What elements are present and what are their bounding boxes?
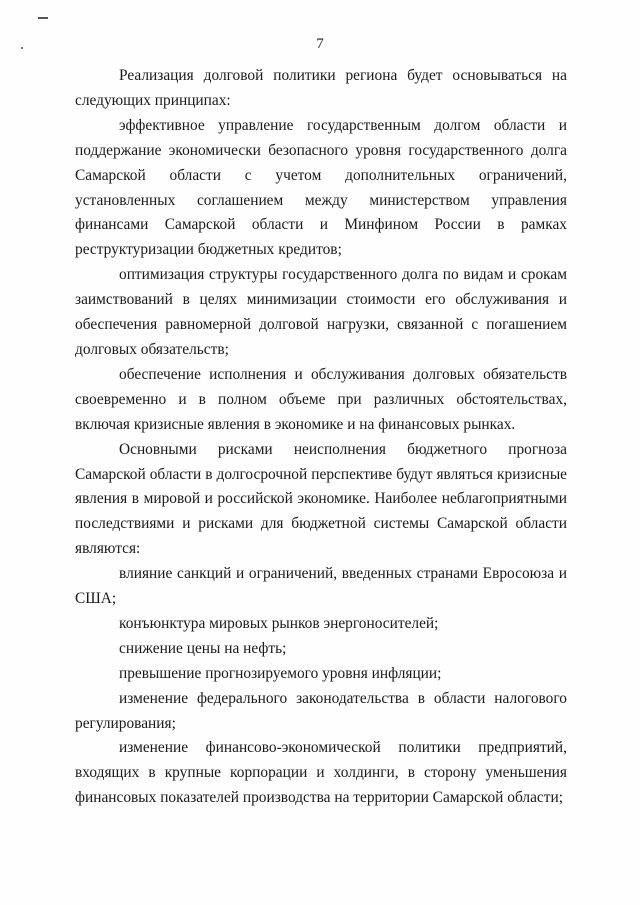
paragraph-risk-oil-price: снижение цены на нефть; xyxy=(119,639,287,657)
paragraph-debt-management: эффективное управление государственным долгом области и поддержание экономически безопасного уровня государственного долга Самарской области с учетом дополнительных ограничений, установленных соглашением между министерством управления финансами Самарской области и Минфином России в рамках реструктуризации бюджетных кредитов; xyxy=(75,116,567,259)
scan-mark-dash xyxy=(38,17,48,19)
paragraph-debt-policy-intro: Реализация долговой политики региона будет основываться на следующих принципах: xyxy=(75,67,567,109)
paragraph-risk-inflation: превышение прогнозируемого уровня инфляции; xyxy=(119,664,442,682)
paragraph-risk-energy-markets: конъюнктура мировых рынков энергоносителей; xyxy=(119,614,439,632)
paragraph-risk-corporate-policy: изменение финансово-экономической политики предприятий, входящих в крупные корпорации и холдинги, в сторону уменьшения финансовых показателей производства на территории Самарской области; xyxy=(75,739,567,807)
document-body xyxy=(75,64,567,811)
paragraph-risk-tax-legislation: изменение федерального законодательства в области налогового регулирования; xyxy=(75,689,567,732)
page-number: 7 xyxy=(316,36,324,52)
paragraph-risk-sanctions: влияние санкций и ограничений, введенных странами Евросоюза и США; xyxy=(75,565,567,608)
paragraph-main-risks: Основными рисками неисполнения бюджетного прогноза Самарской области в долгосрочной перспективе будут являться кризисные явления в мировой и российской экономике. Наиболее неблагоприятными последствиями и рисками для бюджетной системы Самарской области являются: xyxy=(75,440,567,558)
paragraph-debt-structure-optimization: оптимизация структуры государственного долга по видам и срокам заимствований в целях минимизации стоимости его обслуживания и обеспечения равномерной долговой нагрузки, связанной с погашением долговых обязательств; xyxy=(75,266,567,358)
paragraph-debt-servicing: обеспечение исполнения и обслуживания долговых обязательств своевременно и в полном объеме при различных обстоятельствах, включая кризисные явления в экономике и на финансовых рынках. xyxy=(75,365,567,433)
